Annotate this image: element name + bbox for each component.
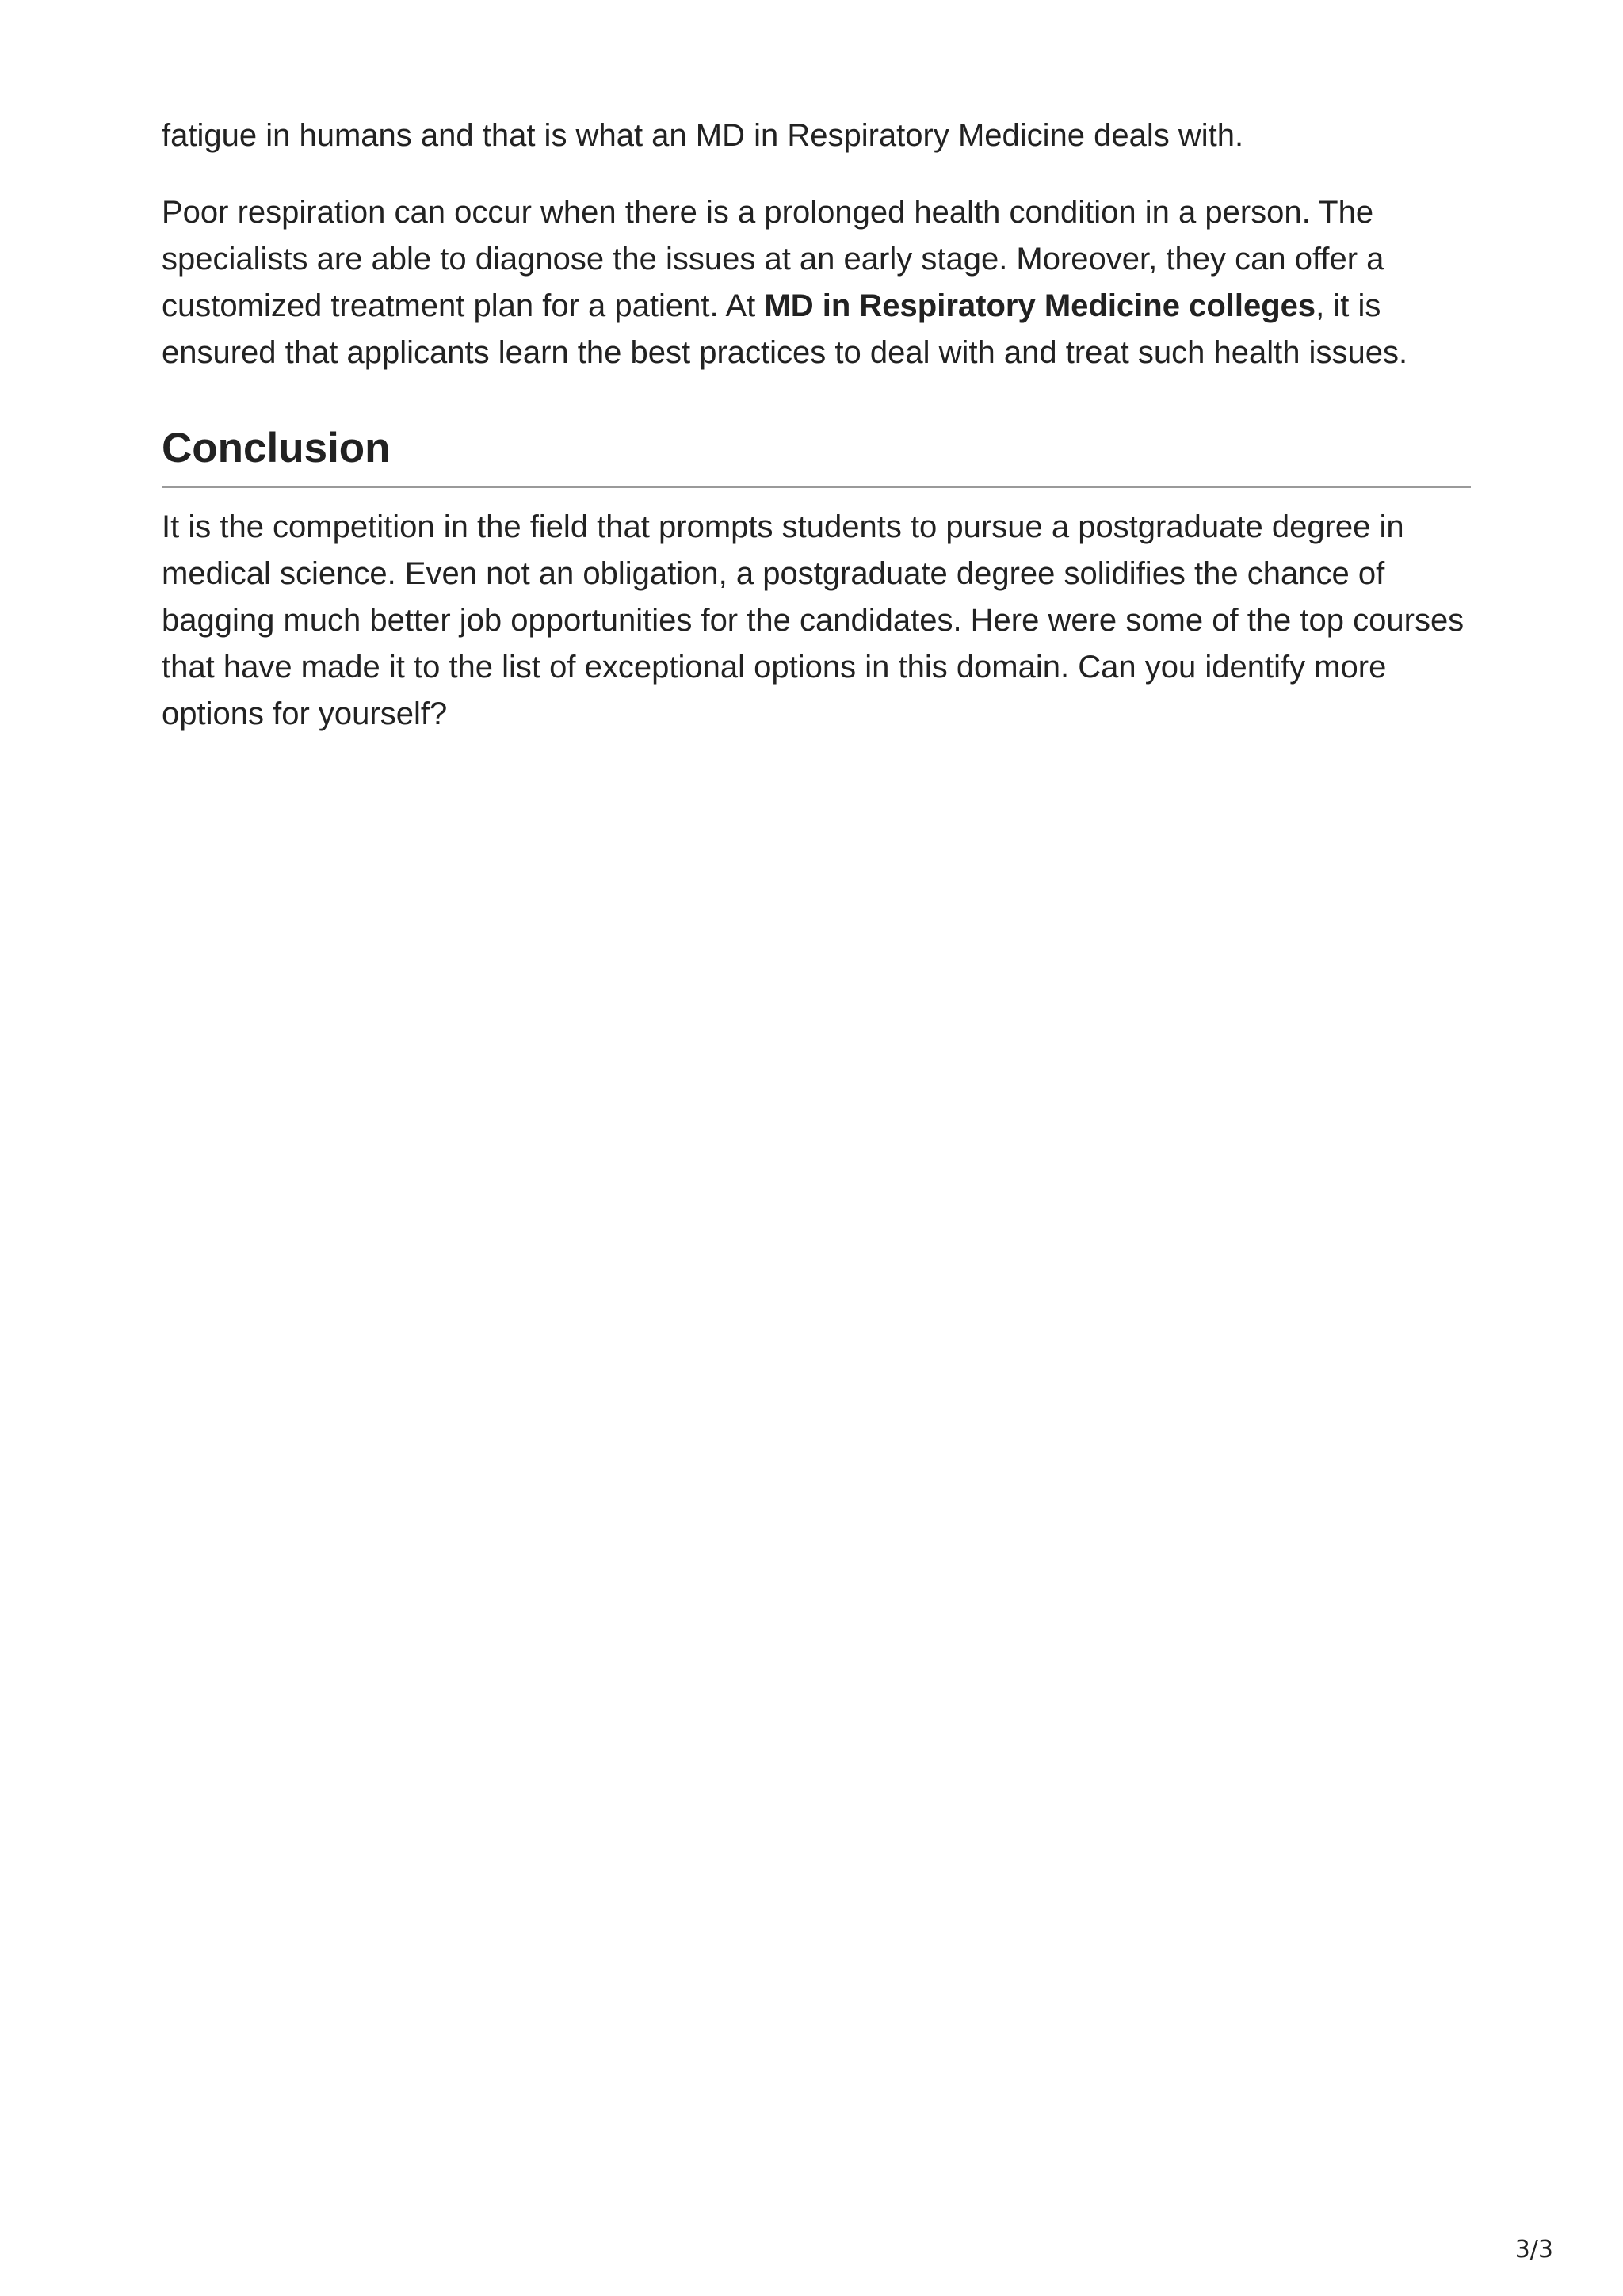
article-body xyxy=(162,113,1471,766)
paragraph-intro-continuation: fatigue in humans and that is what an MD in Respiratory Medicine deals with. xyxy=(162,118,1244,153)
paragraph-text-after-bold: , it is ensured that applicants learn the best practices to deal with and treat such health issues. xyxy=(162,288,1408,370)
paragraph-text-before-bold: Poor respiration can occur when there is a prolonged health condition in a person. The specialists are able to diagnose the issues at an early stage. Moreover, they can offer a customized treatment plan for a patient. At xyxy=(162,195,1384,323)
paragraph-conclusion: It is the competition in the field that prompts students to pursue a postgraduate degree in medical science. Even not an obligation, a postgraduate degree solidifies the chance of bagging much better job opportunities for the candidates. Here were some of the top courses that have made it to the list of exceptional options in this domain. Can you identify more options for yourself? xyxy=(162,509,1465,731)
conclusion-heading: Conclusion xyxy=(162,422,1471,488)
bold-phrase-colleges: MD in Respiratory Medicine colleges xyxy=(764,288,1316,323)
page-number: 3/3 xyxy=(1514,2236,1553,2264)
paragraph-poor-respiration xyxy=(162,189,1471,376)
